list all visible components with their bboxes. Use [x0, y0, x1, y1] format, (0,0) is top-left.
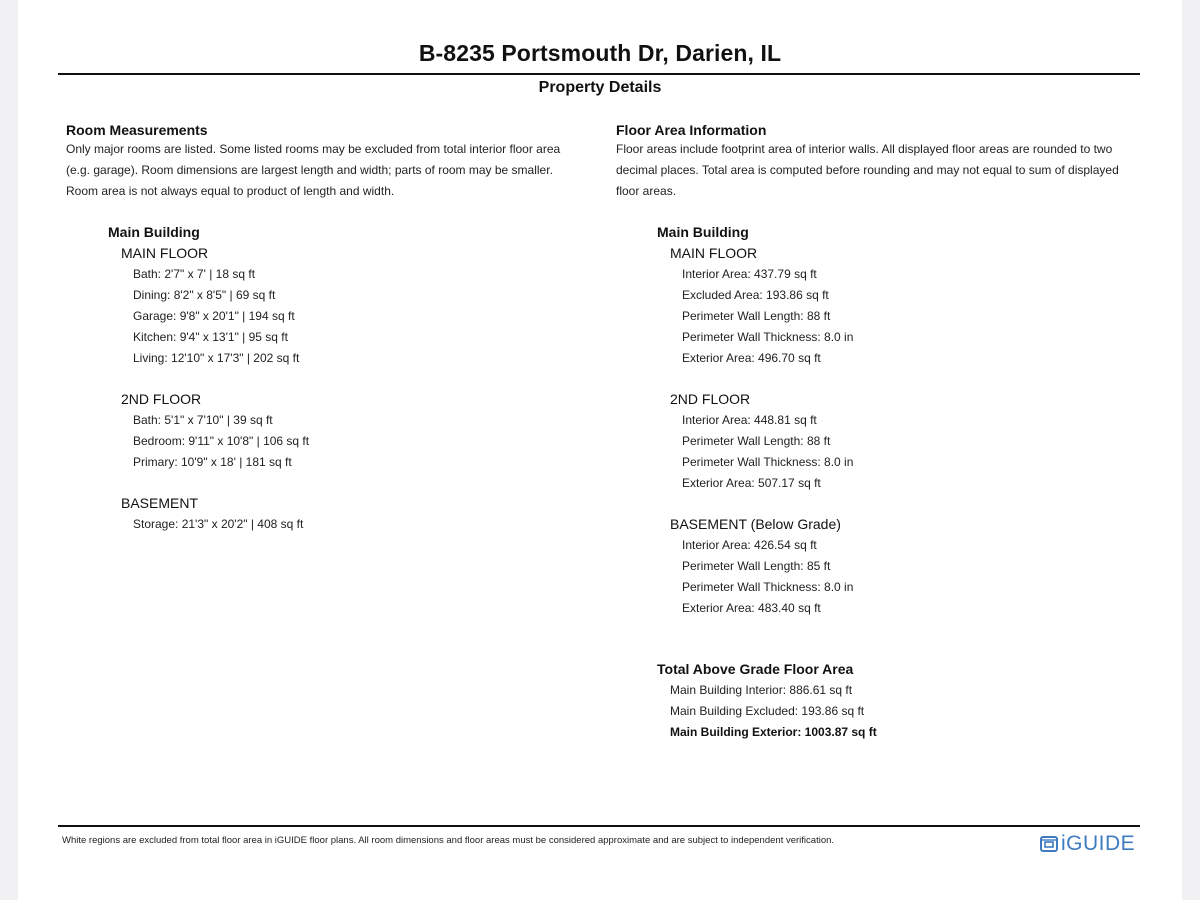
- floor-area-section: [616, 121, 1156, 743]
- footer-divider: [58, 825, 1140, 827]
- room-measurements-title: Room Measurements: [66, 122, 208, 138]
- building-name: Main Building: [657, 224, 749, 240]
- floor-group-2nd: [670, 389, 1156, 494]
- area-row: Exterior Area: 496.70 sq ft: [682, 351, 821, 365]
- room-row: Living: 12'10" x 17'3" | 202 sq ft: [133, 351, 300, 365]
- title-divider: [58, 73, 1140, 75]
- floor-group-main: [670, 243, 1156, 369]
- room-row: Bedroom: 9'11" x 10'8" | 106 sq ft: [133, 434, 310, 448]
- area-row: Perimeter Wall Length: 88 ft: [682, 309, 831, 323]
- camera-box-icon: [1040, 835, 1058, 853]
- footer-disclaimer: White regions are excluded from total floor area in iGUIDE floor plans. All room dimensions and floor areas must be considered approximate and are subject to independent verification.: [62, 835, 835, 846]
- room-measurements-section: [66, 121, 596, 535]
- area-row: Perimeter Wall Thickness: 8.0 in: [682, 330, 854, 344]
- area-row: Perimeter Wall Length: 88 ft: [682, 434, 831, 448]
- floor-name: BASEMENT: [121, 495, 199, 511]
- room-row: Kitchen: 9'4" x 13'1" | 95 sq ft: [133, 330, 288, 344]
- page-subtitle: Property Details: [538, 79, 662, 96]
- area-row: Interior Area: 426.54 sq ft: [682, 538, 817, 552]
- floor-area-desc-line: decimal places. Total area is computed before rounding and may not equal to sum of displayed: [616, 163, 1119, 177]
- floor-group-basement: [670, 514, 1156, 619]
- room-measurements-desc-line: Only major rooms are listed. Some listed rooms may be excluded from total interior floor area: [66, 142, 561, 156]
- page-title: B-8235 Portsmouth Dr, Darien, IL: [418, 40, 782, 66]
- floor-name: MAIN FLOOR: [670, 245, 758, 261]
- area-row: Perimeter Wall Thickness: 8.0 in: [682, 580, 854, 594]
- room-measurements-desc-line: (e.g. garage). Room dimensions are largest length and width; parts of room may be smaller.: [66, 163, 553, 177]
- spacer: [66, 369, 596, 389]
- floor-group-main: [121, 243, 596, 369]
- floor-name: MAIN FLOOR: [121, 245, 209, 261]
- floor-group-basement: [121, 493, 596, 535]
- floor-group-2nd: [121, 389, 596, 473]
- room-measurements-desc-line: Room area is not always equal to product of length and width.: [66, 184, 395, 198]
- room-row: Primary: 10'9" x 18' | 181 sq ft: [133, 455, 292, 469]
- floor-area-desc-line: floor areas.: [616, 184, 677, 198]
- total-interior: Main Building Interior: 886.61 sq ft: [670, 683, 853, 697]
- area-row: Interior Area: 448.81 sq ft: [682, 413, 817, 427]
- total-title: Total Above Grade Floor Area: [657, 661, 854, 677]
- total-excluded: Main Building Excluded: 193.86 sq ft: [670, 704, 865, 718]
- floor-name: BASEMENT (Below Grade): [670, 516, 841, 532]
- area-row: Exterior Area: 507.17 sq ft: [682, 476, 821, 490]
- iguide-logo: [1040, 831, 1135, 857]
- area-row: Interior Area: 437.79 sq ft: [682, 267, 817, 281]
- floor-area-title: Floor Area Information: [616, 122, 767, 138]
- brand-wordmark: iGUIDE: [1061, 832, 1136, 855]
- area-row: Exterior Area: 483.40 sq ft: [682, 601, 821, 615]
- room-row: Dining: 8'2" x 8'5" | 69 sq ft: [133, 288, 276, 302]
- floor-name: 2ND FLOOR: [121, 391, 202, 407]
- area-row: Excluded Area: 193.86 sq ft: [682, 288, 829, 302]
- floor-area-desc-line: Floor areas include footprint area of interior walls. All displayed floor areas are rounded to two: [616, 142, 1113, 156]
- area-row: Perimeter Wall Thickness: 8.0 in: [682, 455, 854, 469]
- document-page: [18, 0, 1182, 900]
- spacer: [616, 369, 1156, 389]
- total-exterior: Main Building Exterior: 1003.87 sq ft: [670, 725, 877, 739]
- spacer: [616, 494, 1156, 514]
- room-row: Garage: 9'8" x 20'1" | 194 sq ft: [133, 309, 295, 323]
- room-row: Bath: 5'1" x 7'10" | 39 sq ft: [133, 413, 273, 427]
- floor-name: 2ND FLOOR: [670, 391, 751, 407]
- total-floor-area: [616, 659, 1156, 743]
- area-row: Perimeter Wall Length: 85 ft: [682, 559, 831, 573]
- room-row: Storage: 21'3" x 20'2" | 408 sq ft: [133, 517, 304, 531]
- room-row: Bath: 2'7" x 7' | 18 sq ft: [133, 267, 256, 281]
- spacer: [66, 473, 596, 493]
- building-name: Main Building: [108, 224, 200, 240]
